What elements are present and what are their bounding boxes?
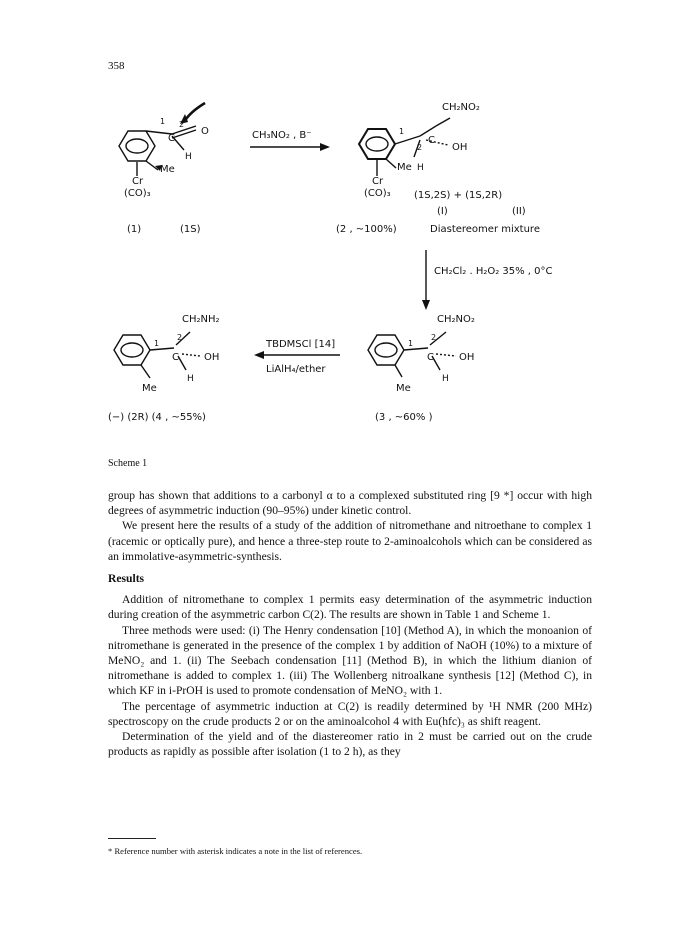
- paragraph: Determination of the yield and of the diastereomer ratio in 2 must be carried out on the crude products as rapidly as possible after isolation (1 to 2 h), as they: [108, 730, 592, 759]
- atom-me: Me: [397, 162, 412, 173]
- locant-1: 1: [154, 339, 160, 348]
- atom-c: C: [172, 352, 179, 363]
- atom-co3: (CO)₃: [364, 188, 391, 199]
- atom-oh: OH: [452, 142, 468, 153]
- compound-2-label: (2 , ~100%): [336, 224, 397, 235]
- atom-me: Me: [142, 383, 157, 394]
- atom-c: C: [427, 352, 434, 363]
- atom-me: Me: [160, 164, 175, 175]
- atom-oh: OH: [459, 352, 475, 363]
- compound-4-label: (−) (2R) (4 , ~55%): [108, 412, 206, 423]
- atom-oh: OH: [204, 352, 220, 363]
- reagent-left-top: TBDMSCl [14]: [266, 339, 336, 350]
- paragraph: We present here the results of a study of the addition of nitromethane and nitroethane to complex 1 (racemic or optically pure), and hence a three-step route to 2-aminoalcohols which can be considered as an immolative-asymmetric-synthesis.: [108, 519, 592, 563]
- atom-h: H: [417, 163, 424, 173]
- paragraph: The percentage of asymmetric induction at C(2) is readily determined by ¹H NMR (200 MHz) spectroscopy on the crude products 2 or on the aminoalcohol 4 with Eu(hfc)₃ as shift reagent.: [108, 699, 592, 728]
- atom-co3: (CO)₃: [124, 188, 151, 199]
- body-text: [108, 488, 592, 759]
- paragraph: Three methods were used: (i) The Henry condensation [10] (Method A), in which the monoanion of nitromethane is generated in the presence of the complex 1 by addition of NaOH (10%) to a mixture of MeNO₂ and 1. (ii) The Seebach condensation [11] (Method B), in which the lithium dianion of nitromethane is added to complex 1. (iii) The Wollenberg nitroalkane synthesis [12] (Method C), in which KF in i-PrOH is used to promote condensation of MeNO₂ with 1.: [108, 623, 592, 698]
- atom-c: C: [168, 133, 175, 144]
- group-ch2no2: CH₂NO₂: [437, 314, 475, 325]
- footnote: * Reference number with asterisk indicates a note in the list of references.: [108, 846, 363, 856]
- locant-2: 2: [179, 120, 185, 129]
- reagent-left-bottom: LiAlH₄/ether: [266, 364, 326, 375]
- page-number: 358: [108, 60, 125, 72]
- locant-2: 2: [431, 333, 437, 342]
- paragraph: group has shown that additions to a carbonyl α to a complexed substituted ring [9 *] occur with high degrees of asymmetric induction (90–95%) under kinetic control.: [108, 489, 592, 518]
- atom-o: O: [201, 126, 209, 137]
- paragraph: Addition of nitromethane to complex 1 permits easy determination of the asymmetric induction during creation of the asymmetric carbon C(2). The results are shown in Table 1 and Scheme 1.: [108, 593, 592, 622]
- locant-1: 1: [399, 127, 405, 136]
- scheme-caption: Scheme 1: [108, 458, 148, 469]
- compound-1-config: (1S): [180, 224, 201, 235]
- compound-2-note: Diastereomer mixture: [430, 224, 540, 235]
- atom-c: C: [428, 135, 435, 146]
- locant-1: 1: [160, 117, 166, 126]
- reagent-top: CH₃NO₂ , B⁻: [252, 130, 312, 141]
- section-heading-results: Results: [108, 572, 145, 586]
- atom-cr: Cr: [132, 176, 144, 187]
- locant-2: 2: [417, 143, 423, 152]
- atom-h: H: [442, 374, 449, 384]
- reagent-down: CH₂Cl₂ . H₂O₂ 35% , 0°C: [434, 266, 553, 277]
- footnote-rule: [108, 838, 156, 839]
- compound-1-label: (1): [127, 224, 142, 235]
- reaction-scheme: [0, 0, 680, 460]
- group-ch2nh2: CH₂NH₂: [182, 314, 220, 325]
- compound-2-mixture: (1S,2S) + (1S,2R): [414, 190, 503, 201]
- atom-h: H: [185, 152, 192, 162]
- compound-2-roman-2: (II): [512, 206, 526, 217]
- atom-cr: Cr: [372, 176, 384, 187]
- locant-2: 2: [177, 333, 183, 342]
- compound-2-roman-1: (I): [437, 206, 448, 217]
- locant-1: 1: [408, 339, 414, 348]
- atom-me: Me: [396, 383, 411, 394]
- atom-h: H: [187, 374, 194, 384]
- compound-3-label: (3 , ~60% ): [375, 412, 433, 423]
- group-ch2no2: CH₂NO₂: [442, 102, 480, 113]
